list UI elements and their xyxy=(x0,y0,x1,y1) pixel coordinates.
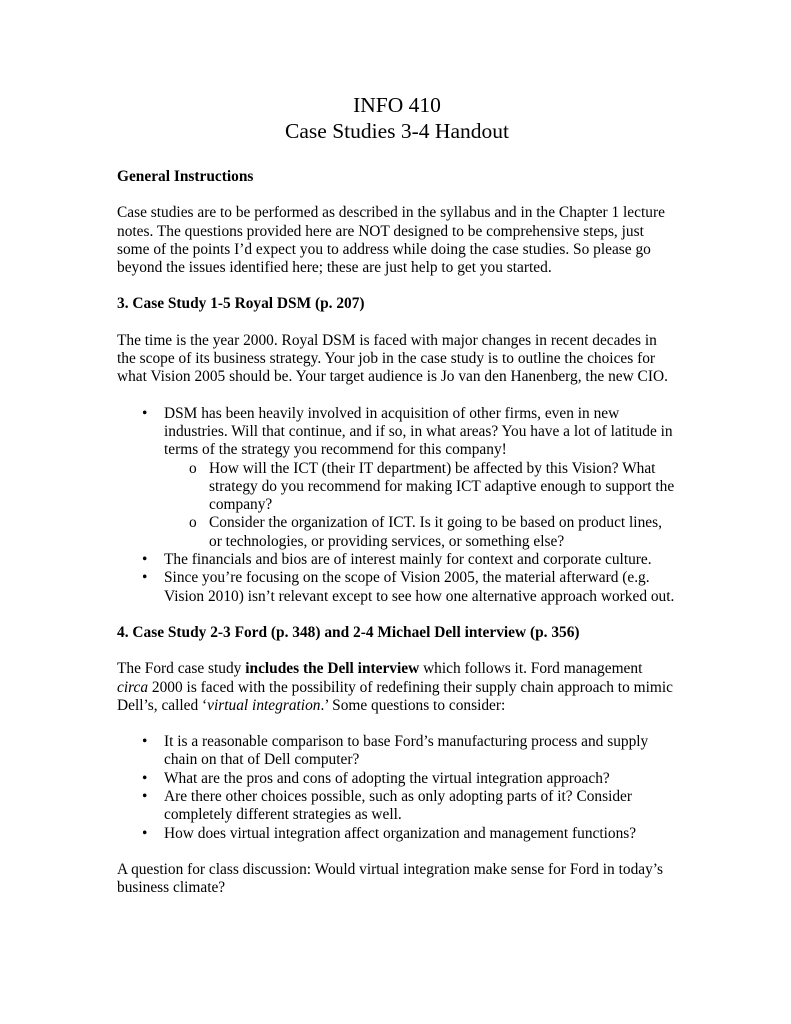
section-4-bullet-list xyxy=(117,733,677,843)
list-item-text: Are there other choices possible, such as only adopting parts of it? Consider completely different strategies as well. xyxy=(164,788,633,824)
bullet-marker: • xyxy=(142,824,148,842)
sub-bullet-marker: o xyxy=(189,514,197,532)
section-4-heading: 4. Case Study 2-3 Ford (p. 348) and 2-4 Michael Dell interview (p. 356) xyxy=(117,623,580,641)
section-3-sub-list xyxy=(164,460,677,551)
sub-list-item xyxy=(164,460,677,515)
sub-list-item-text: How will the ICT (their IT department) be affected by this Vision? What strategy do you recommend for making ICT adaptive enough to support the company? xyxy=(209,459,675,514)
list-item xyxy=(117,405,677,551)
section-3-intro: The time is the year 2000. Royal DSM is faced with major changes in recent decades in the scope of its business strategy. Your job in the case study is to outline the choices for what Vision 2005 should be. Your target audience is Jo van den Hanenberg, the new CIO. xyxy=(117,331,668,386)
section-4-intro-italic-circa: circa xyxy=(117,678,149,696)
list-item-text: Since you’re focusing on the scope of Vision 2005, the material afterward (e.g. Vision 2010) isn’t relevant except to see how one alternative approach worked out. xyxy=(164,569,675,605)
bullet-marker: • xyxy=(142,404,148,422)
sub-bullet-marker: o xyxy=(189,459,197,477)
bullet-marker: • xyxy=(142,733,148,751)
bullet-marker: • xyxy=(142,551,148,569)
bullet-marker: • xyxy=(142,769,148,787)
general-instructions-heading: General Instructions xyxy=(117,168,254,185)
section-4-intro-part4: .’ Some questions to consider: xyxy=(320,696,506,714)
sub-list-item xyxy=(164,514,677,551)
section-4-intro-part1: The Ford case study xyxy=(117,660,246,678)
section-4-intro xyxy=(117,660,677,715)
general-instructions-text: Case studies are to be performed as described in the syllabus and in the Chapter 1 lecture notes. The questions provided here are NOT designed to be comprehensive steps, just some of the points I’d expect you to address while doing the case studies. So please go beyond the issues identified here; these are just help to get you started. xyxy=(117,204,665,277)
course-code: INFO 410 xyxy=(353,93,441,117)
section-4-intro-part2: which follows it. Ford management xyxy=(419,660,643,678)
list-item-text: What are the pros and cons of adopting the virtual integration approach? xyxy=(164,769,610,787)
document-page xyxy=(117,93,677,898)
class-discussion-question: A question for class discussion: Would virtual integration make sense for Ford in today’s business climate? xyxy=(117,860,664,897)
list-item xyxy=(117,733,677,770)
list-item xyxy=(117,788,677,825)
bullet-marker: • xyxy=(142,788,148,806)
section-4-intro-part3: 2000 is faced with the possibility of redefining their supply chain approach to mimic Dell’s, called ‘ xyxy=(117,678,673,714)
sub-list-item-text: Consider the organization of ICT. Is it going to be based on product lines, or technologies, or providing services, or something else? xyxy=(209,514,662,550)
handout-title: Case Studies 3-4 Handout xyxy=(285,118,509,143)
list-item xyxy=(117,551,677,569)
list-item-text: The financials and bios are of interest mainly for context and corporate culture. xyxy=(164,551,652,569)
list-item-text: How does virtual integration affect organization and management functions? xyxy=(164,824,637,842)
list-item xyxy=(117,770,677,788)
section-4-intro-italic-virtual: virtual integration xyxy=(207,696,321,714)
bullet-marker: • xyxy=(142,569,148,587)
document-title xyxy=(117,93,677,144)
list-item xyxy=(117,569,677,606)
section-4-intro-bold: includes the Dell interview xyxy=(245,660,420,678)
list-item-text: DSM has been heavily involved in acquisition of other firms, even in new industries. Will that continue, and if so, in what areas? You have a lot of latitude in terms of the strategy you recommend for this company! xyxy=(164,404,673,459)
list-item-text: It is a reasonable comparison to base Ford’s manufacturing process and supply chain on that of Dell computer? xyxy=(164,733,649,769)
list-item xyxy=(117,825,677,843)
section-3-heading: 3. Case Study 1-5 Royal DSM (p. 207) xyxy=(117,295,365,313)
section-3-bullet-list xyxy=(117,405,677,606)
